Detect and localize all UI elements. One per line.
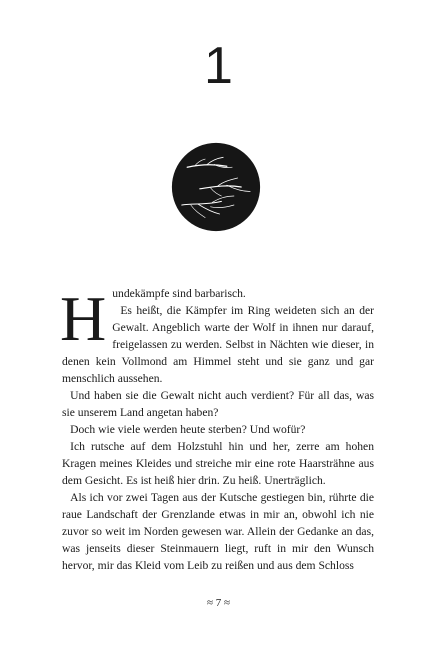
paragraph: Ich rutsche auf dem Holzstuhl hin und her, zerre am hohen Kragen meines Kleides und streiche mir eine rote Haarsträhne aus dem Gesicht. Es ist heiß hier drin. Zu heiß. Unerträglich. <box>62 440 374 487</box>
chapter-body-text <box>62 285 374 574</box>
paragraph: Es heißt, die Kämpfer im Ring weideten sich an der Gewalt. Angeblich warte der Wolf in ihnen nur darauf, freigelassen zu werden. Selbst in Nächten wie dieser, in denen kein Vollmond am Himmel steht und sie ganz und gar menschlich aussehen. <box>62 304 374 385</box>
moon-with-branches-icon <box>171 142 261 232</box>
paragraph: Als ich vor zwei Tagen aus der Kutsche gestiegen bin, rührte die raue Landschaft der Grenzlande etwas in mir an, obwohl ich nie zuvor so weit im Norden gewesen war. Allein der Gedanke an das, was jenseits dieser Steinmauern liegt, ruft in mir den Wunsch hervor, mir das Kleid vom Leib zu reißen und aus dem Schloss <box>62 491 374 572</box>
paragraph: Doch wie viele werden heute sterben? Und wofür? <box>70 423 306 436</box>
page-number: ≈ 7 ≈ <box>206 597 231 609</box>
chapter-number: 1 <box>204 37 233 95</box>
paragraph: Und haben sie die Gewalt nicht auch verdient? Für all das, was sie unserem Land angetan haben? <box>62 389 374 419</box>
dropcap: H <box>60 283 107 354</box>
paragraph-text: undekämpfe sind barbarisch. <box>112 287 246 300</box>
